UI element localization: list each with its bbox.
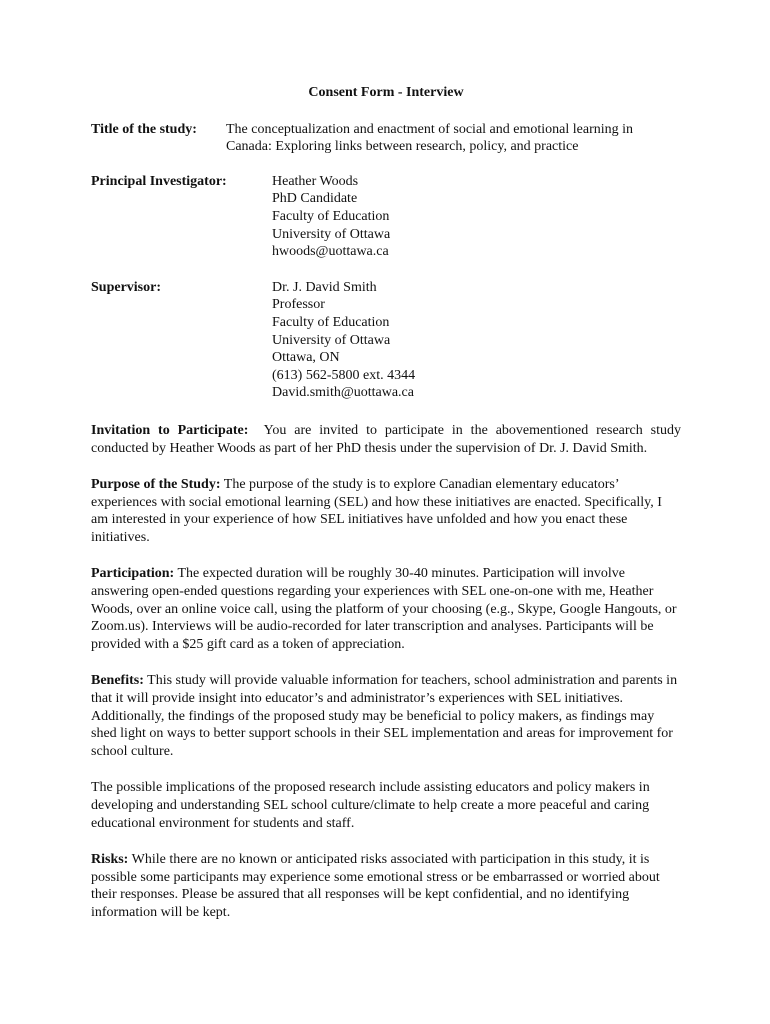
risks-text: While there are no known or anticipated risks associated with participation in this study, it is possible some participants may experience some emotional stress or be embarrassed or worried about their responses. Please be assured that all responses will be kept confidential, and no identifying information will be kept. [91, 852, 660, 920]
study-title-line: Canada: Exploring links between research, policy, and practice [226, 139, 579, 155]
purpose-paragraph [91, 476, 681, 546]
principal-investigator-label: Principal Investigator: [91, 173, 227, 189]
pi-university: University of Ottawa [272, 226, 391, 242]
study-title-value [226, 121, 681, 156]
pi-email: hwoods@uottawa.ca [272, 244, 389, 260]
pi-name: Heather Woods [272, 173, 359, 189]
supervisor-faculty: Faculty of Education [272, 314, 390, 330]
participation-text: The expected duration will be roughly 30-40 minutes. Participation will involve answering open-ended questions regarding your experiences with SEL one-on-one with me, Heather Woods, over an online voice call, using the platform of your choosing (e.g., Skype, Google Hangouts, or Zoom.us). Interviews will be audio-recorded for later transcription and analyses. Participants will be provided with a $25 gift card as a token of appreciation. [91, 566, 677, 652]
implications-paragraph [91, 779, 681, 832]
study-title-row [91, 121, 681, 156]
benefits-heading: Benefits: [91, 673, 144, 689]
pi-title: PhD Candidate [272, 191, 358, 207]
invitation-text: You are invited to participate in the abovementioned research study conducted by Heather Woods as part of her PhD thesis under the supervision of Dr. J. David Smith. [91, 422, 682, 456]
participation-heading: Participation: [91, 566, 175, 582]
supervisor-row [91, 279, 681, 402]
benefits-paragraph [91, 672, 681, 760]
principal-investigator-details [272, 173, 390, 261]
form-title: Consent Form - Interview [308, 85, 464, 100]
supervisor-phone: (613) 562-5800 ext. 4344 [272, 367, 416, 383]
invitation-heading: Invitation to Participate: [91, 422, 249, 438]
risks-heading: Risks: [91, 852, 129, 868]
supervisor-name: Dr. J. David Smith [272, 279, 377, 295]
supervisor-label: Supervisor: [91, 279, 161, 295]
implications-text: The possible implications of the proposed research include assisting educators and policy makers in developing and understanding SEL school culture/climate to help create a more peaceful and caring educational environment for students and staff. [91, 780, 650, 831]
pi-faculty: Faculty of Education [272, 208, 390, 224]
purpose-heading: Purpose of the Study: [91, 477, 221, 493]
supervisor-university: University of Ottawa [272, 332, 391, 348]
supervisor-details [272, 279, 415, 402]
study-title-line: The conceptualization and enactment of social and emotional learning in [226, 121, 634, 137]
invitation-paragraph [91, 422, 681, 457]
purpose-text: The purpose of the study is to explore Canadian elementary educators’ experiences with social emotional learning (SEL) and how these initiatives are enacted. Specifically, I am interested in your experience of how SEL initiatives have unfolded and how you enact these initiatives. [91, 477, 662, 545]
participation-paragraph [91, 565, 681, 653]
supervisor-title: Professor [272, 297, 325, 313]
principal-investigator-row [91, 173, 681, 261]
supervisor-city: Ottawa, ON [272, 350, 340, 366]
risks-paragraph [91, 851, 681, 921]
consent-form-page [91, 84, 681, 922]
study-title-label: Title of the study: [91, 121, 197, 137]
benefits-text: This study will provide valuable information for teachers, school administration and parents in that it will provide insight into educator’s and administrator’s experiences with SEL initiatives. Additionally, the findings of the proposed study may be beneficial to policy makers, as findings may shed light on ways to better support schools in their SEL implementation and areas for improvement for school culture. [91, 673, 678, 759]
supervisor-email: David.smith@uottawa.ca [272, 385, 414, 401]
